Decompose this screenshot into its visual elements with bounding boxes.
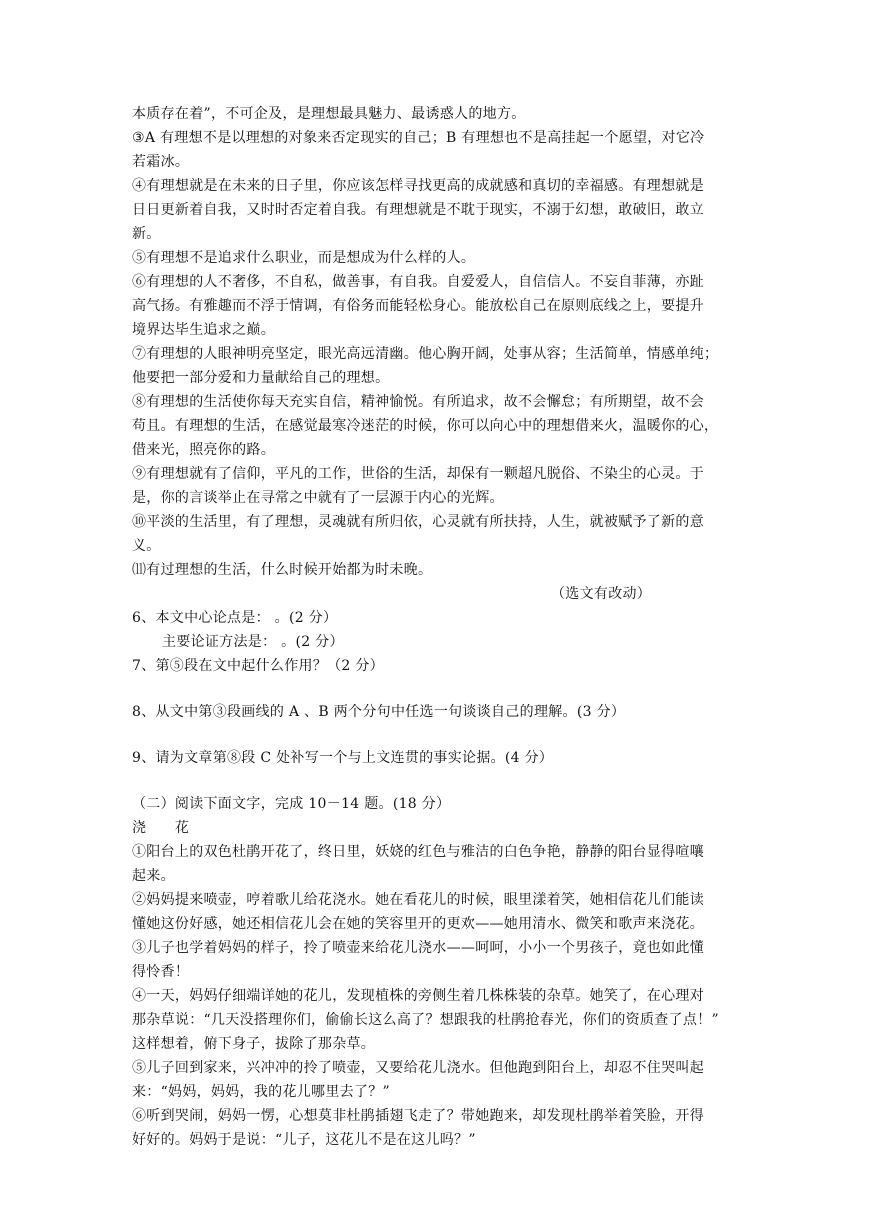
text-line: 本质存在着”，不可企及，是理想最具魅力、最诱惑人的地方。: [132, 106, 526, 122]
text-line: 得怜香！: [132, 964, 190, 980]
text-line: 那杂草说：“几天没搭理你们，偷偷长这么高了？想跟我的杜鹃抢春光，你们的资质查了点！”: [132, 1012, 719, 1028]
text-line: 日日更新着自我，又时时否定着自我。有理想就是不耽于现实，不溺于幻想，敢破旧，敢立: [132, 202, 704, 218]
paragraph-11-line: ⑾有过理想的生活，什么时候开始都为时未晚。: [132, 562, 433, 578]
text-line: 他要把一部分爱和力量献给自己的理想。: [132, 370, 390, 386]
story-paragraph-4-line: ④一天，妈妈仔细端详她的花儿，发现植株的旁侧生着几株株装的杂草。她笑了，在心理对: [132, 988, 704, 1004]
story-paragraph-5-line: ⑤儿子回到家来，兴冲冲的拎了喷壶，又要给花儿浇水。但他跑到阳台上，却忍不住哭叫起: [132, 1060, 704, 1076]
story-paragraph-2-line: ②妈妈提来喷壶，哼着歌儿给花浇水。她在看花儿的时候，眼里漾着笑，她相信花儿们能读: [132, 892, 704, 908]
text-line: 借来光，照亮你的路。: [132, 442, 275, 458]
paragraph-3-line: ③A 有理想不是以理想的对象来否定现实的自己；B 有理想也不是高挂起一个愿望，对它冷: [132, 130, 705, 146]
text-line: 新。: [132, 226, 161, 242]
text-line: 若霜冰。: [132, 154, 190, 170]
text-line: 这样想着，俯下身子，拔除了那杂草。: [132, 1036, 376, 1052]
text-line: 好好的。妈妈于是说：“儿子，这花儿不是在这儿吗？”: [132, 1132, 476, 1148]
text-line: 义。: [132, 538, 161, 554]
paragraph-4-line: ④有理想就是在未来的日子里，你应该怎样寻找更高的成就感和真切的幸福感。有理想就是: [132, 178, 704, 194]
section-2-heading: （二）阅读下面文字，完成 10－14 题。(18 分）: [132, 796, 451, 812]
story-paragraph-6-line: ⑥听到哭闹，妈妈一愣，心想莫非杜鹃插翅飞走了？带她跑来，却发现杜鹃举着笑脸，开得: [132, 1108, 704, 1124]
paragraph-6-line: ⑥有理想的人不奢侈，不自私，做善事，有自我。自爱爱人，自信信人。不妄自菲薄，亦趾: [132, 274, 704, 290]
question-6-method: 主要论证方法是： 。(2 分）: [162, 634, 344, 650]
paragraph-7-line: ⑦有理想的人眼神明亮坚定，眼光高远清幽。他心胸开阔，处事从容；生活简单，情感单纯；: [132, 346, 719, 362]
story-paragraph-3-line: ③儿子也学着妈妈的样子，拎了喷壶来给花儿浇水——呵呵，小小一个男孩子，竟也如此懂: [132, 940, 704, 956]
text-line: 起来。: [132, 868, 175, 884]
text-line: 懂她这份好感，她还相信花儿会在她的笑容里开的更欢——她用清水、微笑和歌声来浇花。: [132, 916, 704, 932]
paragraph-9-line: ⑨有理想就有了信仰，平凡的工作，世俗的生活，却保有一颗超凡脱俗、不染尘的心灵。于: [132, 466, 704, 482]
text-line: 来：“妈妈，妈妈，我的花儿哪里去了？”: [132, 1084, 391, 1100]
text-line: 是，你的言谈举止在寻常之中就有了一层源于内心的光辉。: [132, 490, 504, 506]
question-6: 6、本文中心论点是： 。(2 分）: [132, 610, 338, 626]
source-note: （选文有改动）: [551, 586, 652, 602]
question-8: 8、从文中第③段画线的 A 、B 两个分句中任选一句谈谈自己的理解。(3 分）: [132, 704, 626, 720]
question-9: 9、请为文章第⑧段 C 处补写一个与上文连贯的事实论据。(4 分）: [132, 750, 554, 766]
text-line: 境界达毕生追求之巅。: [132, 322, 275, 338]
story-paragraph-1-line: ①阳台上的双色杜鹃开花了，终日里，妖娆的红色与雅洁的白色争艳，静静的阳台显得喧嚷: [132, 844, 704, 860]
text-line: 苟且。有理想的生活，在感觉最寒冷迷茫的时候，你可以向心中的理想借来火，温暖你的心，: [132, 418, 719, 434]
text-line: 高气扬。有雅趣而不浮于情调，有俗务而能轻松身心。能放松自己在原则底线之上，要提升: [132, 298, 704, 314]
story-title: 浇 花: [132, 820, 190, 836]
paragraph-8-line: ⑧有理想的生活使你每天充实自信，精神愉悦。有所追求，故不会懈怠；有所期望，故不会: [132, 394, 704, 410]
paragraph-5-line: ⑤有理想不是追求什么职业，而是想成为什么样的人。: [132, 250, 476, 266]
question-7: 7、第⑤段在文中起什么作用？（2 分）: [132, 658, 384, 674]
paragraph-10-line: ⑩平淡的生活里，有了理想，灵魂就有所归依，心灵就有所扶持，人生，就被赋予了新的意: [132, 514, 704, 530]
